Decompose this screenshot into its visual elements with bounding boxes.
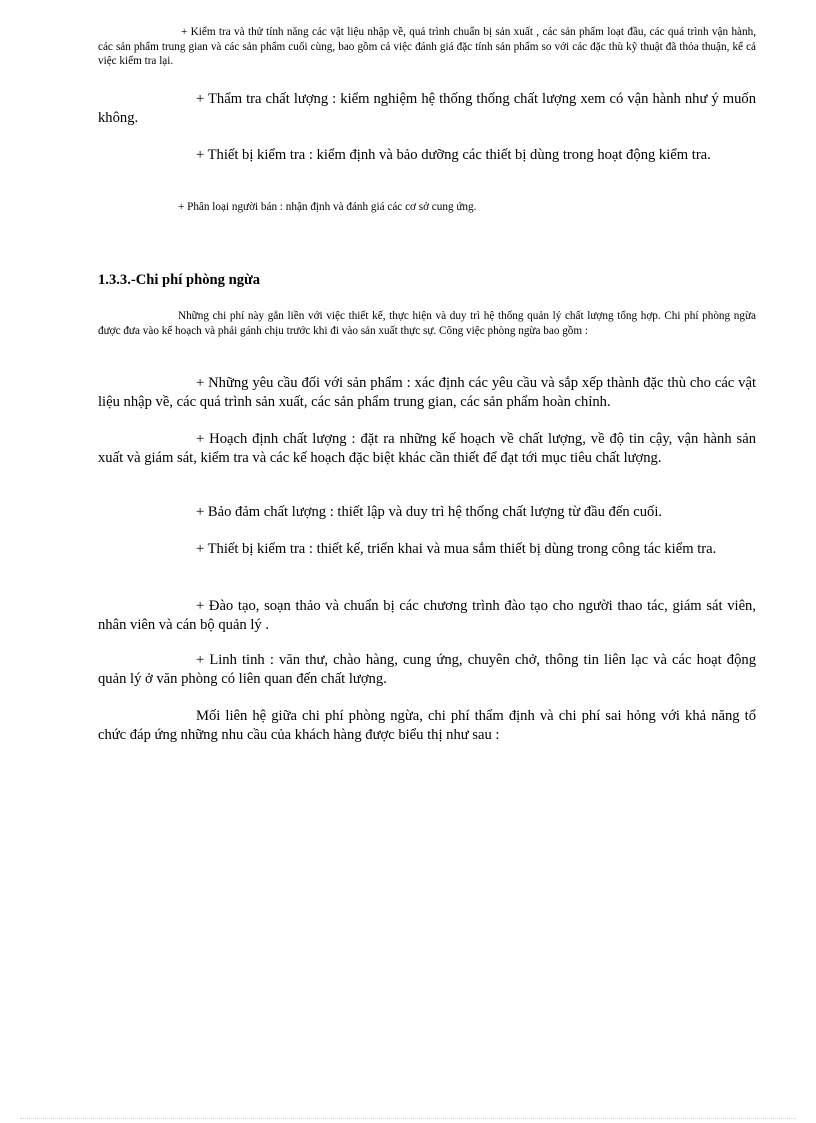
closing-paragraph: Mối liên hệ giữa chi phí phòng ngừa, chi phí thẩm định và chi phí sai hỏng với khả năng tổ chức đáp ứng những nhu cầu của khách hàng được biểu thị như sau : [98, 708, 756, 743]
paragraph-vendor-rating: + Phân loại người bán : nhận định và đánh giá các cơ sở cung ứng. [178, 201, 477, 213]
prevention-item-product-requirements: + Những yêu cầu đối với sản phẩm : xác định các yêu cầu và sắp xếp thành đặc thù cho các vật liệu nhập về, các quá trình sản xuất, các sản phẩm trung gian, các sản phẩm hoàn chỉnh. [98, 375, 756, 410]
prevention-item-quality-planning: + Hoạch định chất lượng : đặt ra những kế hoạch về chất lượng, về độ tin cậy, vận hành sản xuất và giám sát, kiểm tra và các kế hoạch đặc biệt khác cần thiết để đạt tới mục tiêu chất lượng. [98, 431, 756, 466]
prevention-item-quality-assurance: + Bảo đảm chất lượng : thiết lập và duy trì hệ thống chất lượng từ đầu đến cuối. [196, 504, 663, 520]
paragraph-quality-audit: + Thẩm tra chất lượng : kiểm nghiệm hệ thống thống chất lượng xem có vận hành như ý muốn không. [98, 91, 756, 126]
prevention-item-miscellaneous: + Linh tinh : văn thư, chào hàng, cung ứng, chuyên chở, thông tin liên lạc và các hoạt động quản lý ở văn phòng có liên quan đến chất lượng. [98, 652, 756, 687]
paragraph-test-equipment: + Thiết bị kiểm tra : kiểm định và bảo dưỡng các thiết bị dùng trong hoạt động kiểm tra. [196, 147, 711, 163]
page-bottom-divider [20, 1118, 796, 1119]
section-intro: Những chi phí này gắn liền với việc thiết kế, thực hiện và duy trì hệ thống quản lý chất lượng tổng hợp. Chi phí phòng ngừa được đưa vào kế hoạch và phải gánh chịu trước khi đi vào sản xuất thực sự. Công việc phòng ngừa bao gồm : [98, 310, 756, 337]
prevention-item-training: + Đào tạo, soạn thảo và chuẩn bị các chương trình đào tạo cho người thao tác, giám sát viên, nhân viên và cán bộ quản lý . [98, 598, 756, 633]
paragraph-inspection-testing: + Kiểm tra và thử tính năng các vật liệu nhập về, quá trình chuẩn bị sản xuất , các sản phẩm loạt đầu, các quá trình vận hành, các sản phẩm trung gian và các sản phẩm cuối cùng, bao gồm cả việc đánh giá đặc tính sản phẩm so với các đặc thù kỹ thuật đã thỏa thuận, kể cả việc kiểm tra lại. [98, 26, 756, 67]
prevention-item-test-equipment: + Thiết bị kiểm tra : thiết kế, triển khai và mua sắm thiết bị dùng trong công tác kiểm tra. [196, 541, 717, 557]
section-heading: 1.3.3.-Chi phí phòng ngừa [98, 272, 261, 288]
